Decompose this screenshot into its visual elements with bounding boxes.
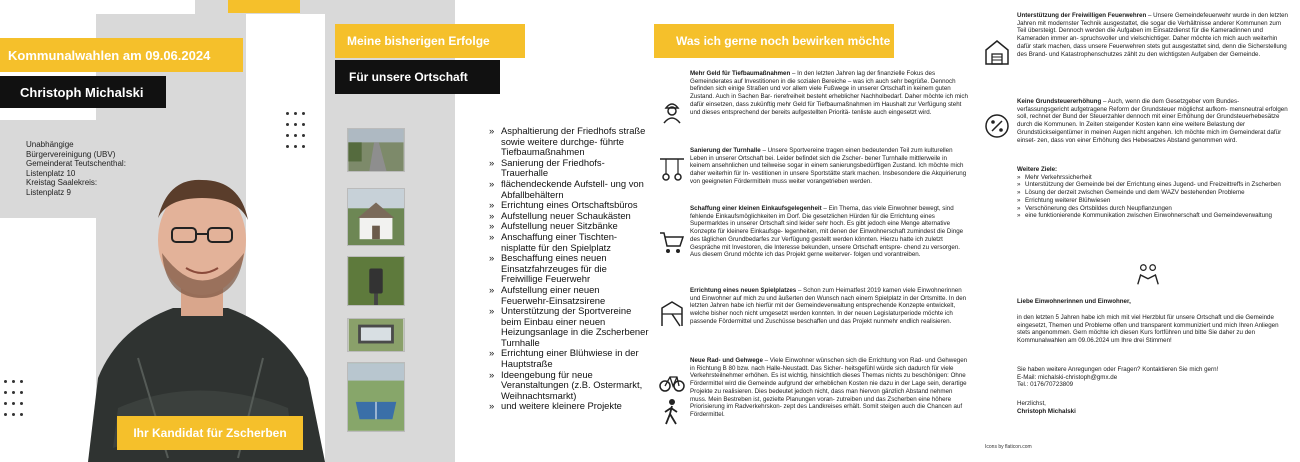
- decor-dot-grid: [286, 112, 310, 148]
- contact-phone: Tel.: 0176/70723809: [1017, 381, 1074, 389]
- achievements-panel: [325, 0, 650, 462]
- candidate-label: Ihr Kandidat für Zscherben: [117, 416, 303, 450]
- goal-text: – In den letzten Jahren lag der finanzielle Fokus des Gemeinderates auf Investitionen in die sozialen Bereiche – was ich auch sehr begrüße. Dennoch befinden sich einige Straßen und vor allem viele Fußwege in unserer Ortschaft in keinem guten Zustand. Auch in Sachen Bar- rierefreiheit besteht erheblicher Nachholbedarf. Daher möchte ich mich dafür einsetzen, dass zukünftig mehr Geld für Tiefbaumaßnahmen im Haushalt zur Verfügung steht und dieses entsprechend der bereits aufgestellten Prioritä- tenliste auch eingesetzt wird.: [690, 70, 968, 116]
- list-item: » Aufstellung neuer Schaukästen: [489, 211, 649, 222]
- list-item: » Errichtung einer Blühwiese in der Hauptstraße: [489, 348, 649, 369]
- goal-heading: Unterstützung der Freiwilligen Feuerwehren: [1017, 12, 1147, 19]
- goals-panel: [650, 0, 975, 462]
- goal-section: [690, 147, 968, 186]
- affiliation-line: Unabhängige: [26, 140, 74, 149]
- cover-panel: [0, 0, 325, 462]
- affiliation-line: Bürgervereinigung (UBV): [26, 149, 116, 159]
- letter-body: in den letzten 5 Jahren habe ich mich mit viel Herzblut für unsere Ortschaft und die Gemeinde eingesetzt, Themen und Probleme offen und transparent kommuniziert und mich Ihren Anliegen stets angenommen. Gern möchte ich diesen Kurs fortführen und bitte Sie daher zu den Kommunalwahlen am 09.06.2024 um Ihre drei Stimmen!: [1017, 314, 1279, 345]
- affiliation-line: Listenplatz 9: [26, 187, 71, 197]
- list-item: » eine funktionierende Kommunikation zwischen Einwohnerschaft und Gemeindeverwaltung: [1017, 212, 1289, 220]
- icon-credit: Icons by flaticon.com: [985, 444, 1032, 450]
- goal-heading: Sanierung der Turnhalle: [690, 147, 761, 154]
- goal-text: – Unsere Gemeindefeuerwehr wurde in den letzten Jahren mit modernster Technik ausgestattet, die sogar die Verhältnisse anderer Kommunen zum Teil übersteigt. Dennoch werden die Aufgaben im Einsatzdienst für die Kameradinnen und Kameraden immer an- spruchsvoller und vielschichtiger. Daher möchte ich mich auch weiterhin dafür stark machen, dass unsere Feuerwehren stets gut ausgestattet sind, denn die Sicherstellung des Brand- und Katastrophenschutzes zählt zu den wichtigsten Aufgaben der Gemeinde.: [1017, 12, 1288, 58]
- goal-text: – Ein Thema, das viele Einwohner bewegt, sind fehlende Einkaufsmöglichkeiten im Dorf. Die gesetzlichen Hürden für die Errichtung eines Supermarktes in unserer Ortschaft sind leider sehr hoch. Es gibt jedoch eine Menge alternative Konzepte für kleinere Einkaufsge- legenheiten, mit denen der Einwohnerschaft zumindest die Dinge des täglichen Grundbedarfes zur Verfügung gestellt werden könnten. Hierzu hatte ich zuletzt Gespräche mit Investoren, die Interesse bekunden, unsere Ortschaft entspre- chend zu versorgen. Aus diesem Grund möchte ich das Projekt gerne weiterver- folgen und vorantreiben.: [690, 205, 964, 259]
- construction-worker-icon: [658, 96, 686, 124]
- fire-station-icon: [983, 38, 1011, 66]
- playground-icon: [658, 300, 686, 328]
- goal-text: – Viele Einwohner wünschen sich die Errichtung von Rad- und Gehwegen in Richtung B 80 bzw. nach Halle-Neustadt. Das Sicher- heitsgefühl würde sich dadurch für viele Verkehrsteilnehmer erhöhen. Es ist wichtig, hinsichtlich dieses Themas nichts zu beschönigen: Ohne Fördermittel wird die Gemeinde aufgrund der erheblichen Kosten nie dazu in der Lage sein, derartige Projekte zu realisieren. Dies bedeutet jedoch nicht, dass man hiervon gänzlich Abstand nehmen muss. Mein Bestreben ist, gezielte Planungen voran- zutreiben und das Zscherben eine höhere Priorisierung im Radverkehrskon- zept des Landkreises erhält. Somit steigen auch die Chancen auf Fördermittel.: [690, 357, 968, 418]
- more-goals-title: Weitere Ziele:: [1017, 166, 1058, 173]
- list-item: » Asphaltierung der Friedhofs straße sowie weitere durchge- führte Tiefbaumaßnahmen: [489, 126, 649, 158]
- goal-text: – Schon zum Heimatfest 2019 kamen viele Einwohnerinnen und Einwohner auf mich zu und äußerten den Wunsch nach einem Spielplatz in der Ortsmitte. In den letzten Jahren habe ich hierfür mit der Gemeindeverwaltung entsprechende Konzepte entwickelt, welche bisher noch nicht umgesetzt werden konnten. In der neuen Legislaturperiode möchte ich passende Fördermittel und Zuschüsse beschaffen und das Projekt nunmehr endlich realisieren.: [690, 287, 967, 325]
- goal-heading: Keine Grundsteuererhöhung: [1017, 98, 1102, 105]
- goal-heading: Errichtung eines neuen Spielplatzes: [690, 287, 797, 294]
- contact-email: E-Mail: michalski-christoph@gmx.de: [1017, 373, 1118, 381]
- list-item: » Ideengebung für neue Veranstaltungen (z.B. Ostermarkt, Weihnachtsmarkt): [489, 370, 649, 402]
- achievements-list: [489, 126, 649, 412]
- list-item: » Unterstützung der Sportvereine beim Einbau einer neuen Heizungsanlage in die Zscherbener Turnhalle: [489, 306, 649, 348]
- affiliation-line: Gemeinderat Teutschenthal:: [26, 159, 126, 169]
- photo-funeral-hall: [347, 188, 405, 246]
- closing-block: [1017, 400, 1289, 415]
- goal-section: [690, 70, 968, 116]
- percent-badge-icon: [983, 112, 1011, 140]
- signature: Christoph Michalski: [1017, 407, 1076, 415]
- goal-text: – Unsere Sportvereine tragen einen bedeutenden Teil zum kulturellen Leben in unserer Ortschaft bei. Leider befindet sich die Zscher- bener Turnhalle mittlerweile in keinem ansehnlichen und teilweise sogar in einem sanierungsbedürftigen Zustand. Ich möchte mich daher weiterhin für In- vestitionen in unsere Sportstätte stark machen. Insbesondere die Akquirierung von geeigneten Fördermitteln muss weiter vorangetrieben werden.: [690, 147, 967, 185]
- goal-section: [1017, 98, 1289, 144]
- handshake-icon: [1135, 262, 1161, 288]
- letter-greeting: Liebe Einwohnerinnen und Einwohner,: [1017, 298, 1131, 305]
- goal-heading: Neue Rad- und Gehwege: [690, 357, 763, 364]
- list-item: » Beschaffung eines neuen Einsatzfahrzeuges für die Freiwillige Feuerwehr: [489, 253, 649, 285]
- photo-paved-road: [347, 128, 405, 172]
- goal-heading: Mehr Geld für Tiefbaumaßnahmen: [690, 70, 791, 77]
- list-item: » Sanierung der Friedhofs-Trauerhalle: [489, 158, 649, 179]
- shopping-cart-icon: [658, 228, 686, 256]
- photo-table-tennis: [347, 362, 405, 432]
- list-item: » und weitere kleinere Projekte: [489, 401, 649, 412]
- list-item: » Mehr Verkehrssicherheit: [1017, 174, 1289, 182]
- list-item: » Verschönerung des Ortsbildes durch Neupflanzungen: [1017, 205, 1289, 213]
- achievements-title: Meine bisherigen Erfolge: [335, 24, 525, 58]
- goal-text: – Auch, wenn die dem Gesetzgeber vom Bundes- verfassungsgericht aufgetragene Reform der Grundsteuer möglichst aufkom- mensneutral erfolgen soll, rechnet der Bund der Steuerzahler dennoch mit einer Erhöhung der Grundsteuerhebesätze durch die Kommunen. In Zeiten steigender Kosten kann eine weitere Belastung der Grundstückseigentümer in meinen Augen nicht angehen. Ich möchte mich im Gemeinderat dafür einset- zen, dass von einer Erhöhung des Hebesatzes Abstand genommen wird.: [1017, 98, 1288, 144]
- goal-section: [690, 205, 968, 259]
- decor-dot-grid: [4, 380, 28, 416]
- more-goals: [1017, 166, 1289, 220]
- goal-section: [1017, 12, 1289, 58]
- list-item: » Aufstellung einer neuen Feuerwehr-Einsatzsirene: [489, 285, 649, 306]
- affiliation-line: Kreistag Saalekreis:: [26, 178, 98, 188]
- contact-intro: Sie haben weitere Anregungen oder Fragen? Kontaktieren Sie mich gern!: [1017, 366, 1219, 373]
- list-item: » Errichtung eines Ortschaftsbüros: [489, 200, 649, 211]
- goals-title: Was ich gerne noch bewirken möchte: [654, 24, 894, 58]
- closing: Herzlichst,: [1017, 400, 1046, 407]
- list-item: » Aufstellung neuer Sitzbänke: [489, 221, 649, 232]
- decor-yellow-block: [228, 0, 300, 13]
- contact-block: [1017, 366, 1289, 389]
- photo-waste-bin: [347, 256, 405, 306]
- election-title: Kommunalwahlen am 09.06.2024: [0, 38, 243, 72]
- list-item: » Errichtung weiterer Blühwiesen: [1017, 197, 1289, 205]
- candidate-name: Christoph Michalski: [0, 76, 166, 108]
- gymnastics-rings-icon: [658, 156, 686, 184]
- goal-heading: Schaffung einer kleinen Einkaufsgelegenheit: [690, 205, 822, 212]
- list-item: » Lösung der derzeit zwischen Gemeinde und dem WAZV bestehenden Probleme: [1017, 189, 1289, 197]
- list-item: » Unterstützung der Gemeinde bei der Errichtung eines Jugend- und Freizeittreffs in Zscherben: [1017, 181, 1289, 189]
- letter-panel: [975, 0, 1300, 462]
- goal-section: [690, 357, 968, 419]
- photo-notice-board: [347, 318, 405, 352]
- list-item: » flächendeckende Aufstell- ung von Abfallbehältern: [489, 179, 649, 200]
- list-item: » Anschaffung einer Tischten- nisplatte für den Spielplatz: [489, 232, 649, 253]
- more-goals-list: [1017, 174, 1289, 220]
- affiliation-line: Listenplatz 10: [26, 168, 76, 178]
- bicycle-icon: [658, 368, 686, 396]
- achievements-subtitle: Für unsere Ortschaft: [335, 60, 500, 94]
- goal-section: [690, 287, 968, 326]
- pedestrian-icon: [658, 398, 686, 426]
